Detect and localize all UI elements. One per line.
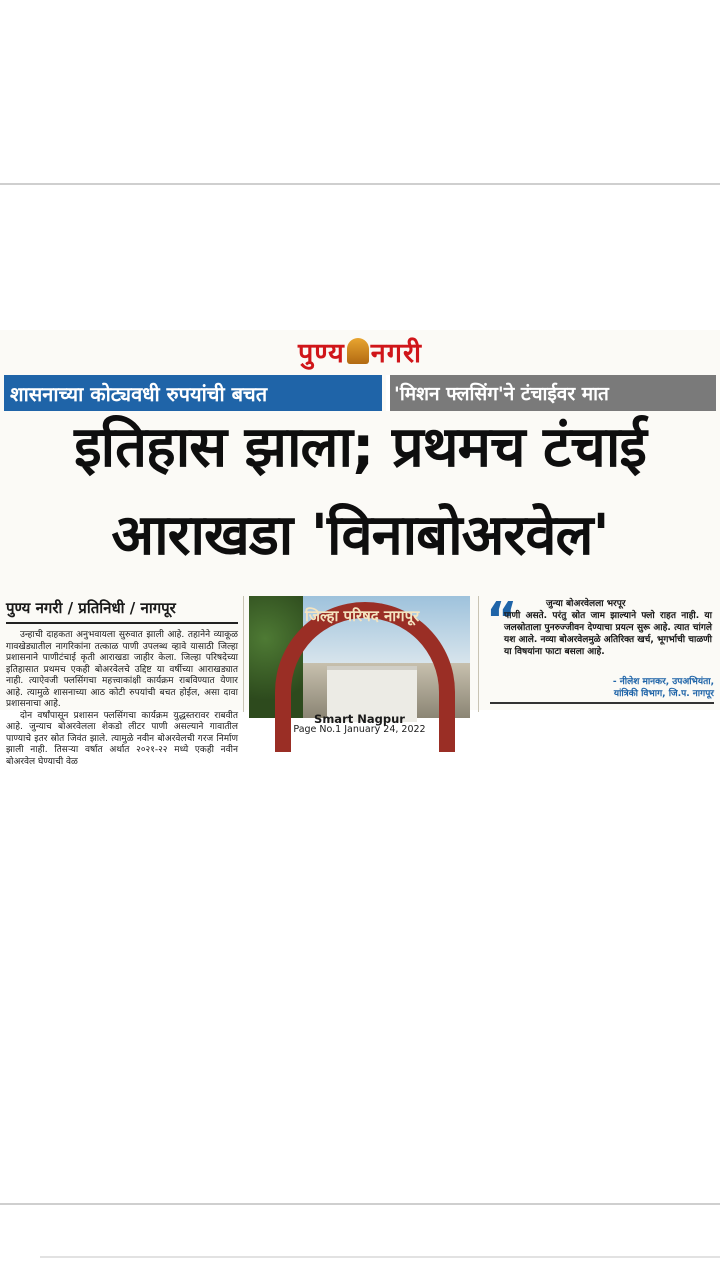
- quote-mark-icon: “: [486, 592, 518, 648]
- masthead-word-right: नगरी: [370, 337, 423, 369]
- column-divider-1: [243, 596, 244, 712]
- quote-attribution: [490, 676, 714, 700]
- pull-quote-first-line: जुन्या बोअरवेलला भरपूर: [546, 599, 626, 609]
- masthead-word-left: पुण्य: [297, 337, 345, 369]
- attribution-line-2: यांत्रिकी विभाग, जि.प. नागपूर: [613, 689, 714, 699]
- arch-sign-text: जिल्हा परिषद नागपूर: [305, 607, 420, 625]
- article-column-1: [6, 630, 238, 767]
- attribution-rule: [490, 702, 714, 704]
- column-divider-2: [478, 596, 479, 712]
- top-rule: [0, 183, 720, 185]
- byline: पुण्य नगरी / प्रतिनिधी / नागपूर: [6, 598, 238, 624]
- column-1-paragraph-2: दोन वर्षांपासून प्रशासन फ्लसिंगचा कार्यक्रम युद्धस्तरावर राबवीत आहे. जुन्याच बोअरवेलला शेकडो लीटर पाणी असल्याने गावातील पाण्याचे इतर स्रोत जिवंत झाले. त्यामुळे नवीन बोअरवेलची गरज निर्माण झाली नाही. तिसऱ्या वर्षात अर्थात २०२१-२२ मध्ये एकही नवीन बोअरवेल घेण्याची वेळ: [6, 710, 238, 767]
- attribution-line-1: - नीलेश मानकर, उपअभियंता,: [612, 677, 714, 687]
- masthead-crest-icon: [347, 338, 369, 364]
- column-1-paragraph-1: उन्हाची दाहकता अनुभवायला सुरुवात झाली आहे. तहानेने व्याकूळ गावखेड्यातील नागरिकांना तत्काळ पाणी उपलब्ध व्हावे यासाठी जिल्हा प्रशासनाने पाणीटंचाई कृती आराखडा जाहीर केला. जिल्हा परिषदेच्या इतिहासात प्रथमच एकही बोअरवेलचे उद्दिष्ट या वर्षीच्या आराखड्यात नाही. त्याऐवजी फ्लसिंगचा महत्त्वाकांक्षी कार्यक्रम राबविण्यात येणार आहे. त्यामुळे शासनाच्या आठ कोटी रुपयांची बचत होईल, असा दावा प्रशासनाचा आहे.: [6, 630, 238, 709]
- kicker-right: [386, 375, 716, 411]
- zp-building-photo: [249, 596, 470, 718]
- footer-brand: Smart Nagpur: [314, 712, 405, 726]
- footer-page-date: Page No.1 January 24, 2022: [293, 724, 426, 735]
- bottom-rule: [0, 1203, 720, 1205]
- bottom-rule-2: [40, 1256, 720, 1258]
- headline-line-1: इतिहास झाला; प्रथमच टंचाई: [74, 415, 646, 480]
- pull-quote-body: पाणी असते. परंतु स्रोत जाम झाल्याने फ्लो राहत नाही. या जलस्रोताला पुनरुज्जीवन देण्याचा प्रयत्न सुरू आहे. त्यात चांगले यश आले. नव्या बोअरवेलमुळे अतिरिक्त खर्च, भूगर्भाची चाळणी या विषयांना फाटा बसला आहे.: [504, 611, 712, 657]
- pull-quote: [504, 598, 712, 674]
- newspaper-masthead: [0, 334, 720, 368]
- kicker-left: शासनाच्या कोट्यवधी रुपयांची बचत: [4, 375, 382, 411]
- headline-line-2: आराखडा 'विनाबोअरवेल': [111, 503, 609, 568]
- kicker-right-text: 'मिशन फ्लसिंग'ने टंचाईवर मात: [394, 383, 609, 405]
